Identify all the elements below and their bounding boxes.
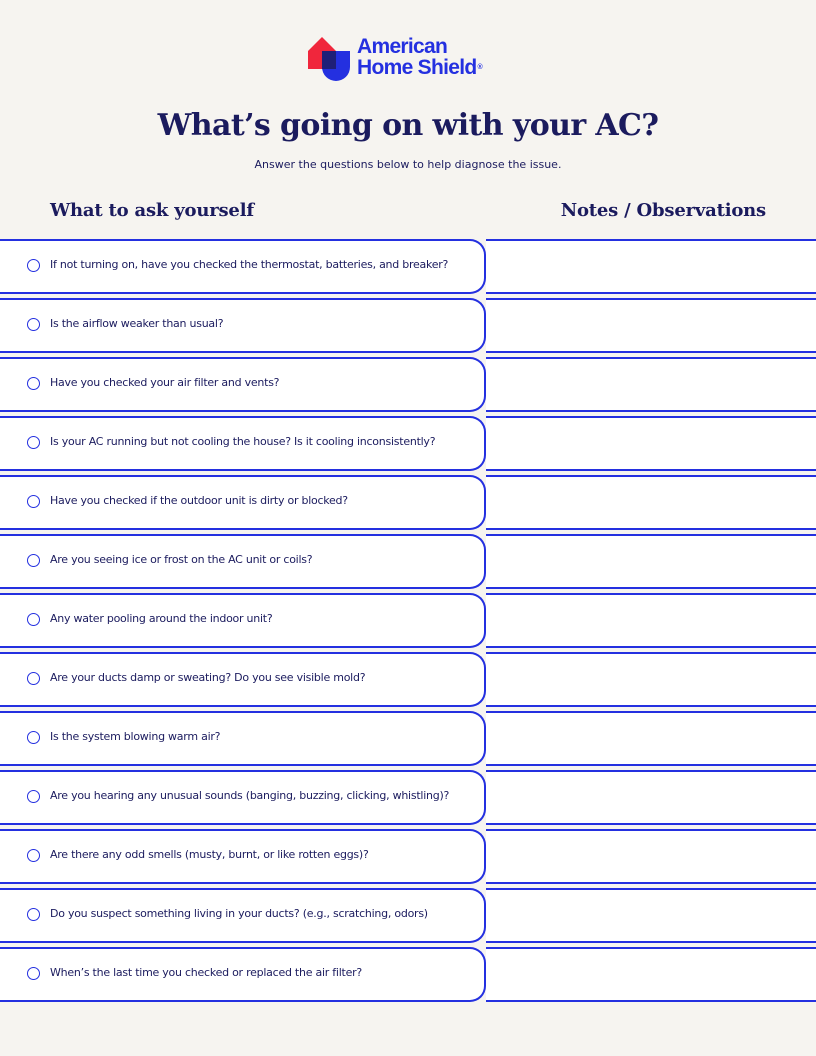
- question-text: Are your ducts damp or sweating? Do you see visible mold?: [50, 671, 366, 684]
- question-checkbox[interactable]: [27, 613, 40, 626]
- registered-mark: ®: [477, 64, 483, 71]
- question-text: If not turning on, have you checked the thermostat, batteries, and breaker?: [50, 258, 449, 271]
- question-text: Do you suspect something living in your ducts? (e.g., scratching, odors): [50, 907, 428, 920]
- house-logo-icon: [308, 35, 352, 81]
- question-text: Are you hearing any unusual sounds (banging, buzzing, clicking, whistling)?: [50, 789, 450, 802]
- question-row: [0, 414, 816, 473]
- question-text: Are you seeing ice or frost on the AC unit or coils?: [50, 553, 313, 566]
- page-subtitle: Answer the questions below to help diagnose the issue.: [254, 158, 562, 171]
- question-text: Any water pooling around the indoor unit?: [50, 612, 273, 625]
- question-checkbox[interactable]: [27, 849, 40, 862]
- notes-field[interactable]: [486, 711, 816, 766]
- question-row: [0, 473, 816, 532]
- question-checkbox[interactable]: [27, 908, 40, 921]
- notes-field[interactable]: [486, 829, 816, 884]
- notes-field[interactable]: [486, 298, 816, 353]
- question-checkbox[interactable]: [27, 377, 40, 390]
- question-row: [0, 650, 816, 709]
- brand-name-line1: American: [357, 35, 448, 58]
- question-text: Have you checked if the outdoor unit is dirty or blocked?: [50, 494, 348, 507]
- question-text: Is your AC running but not cooling the house? Is it cooling inconsistently?: [50, 435, 436, 448]
- question-row: [0, 355, 816, 414]
- notes-field[interactable]: [486, 534, 816, 589]
- notes-field[interactable]: [486, 888, 816, 943]
- question-row: [0, 591, 816, 650]
- question-checkbox[interactable]: [27, 672, 40, 685]
- column-header-questions: What to ask yourself: [50, 200, 254, 221]
- brand-name-line2: Home Shield: [357, 56, 477, 79]
- page-title: What’s going on with your AC?: [157, 108, 659, 143]
- question-checkbox[interactable]: [27, 967, 40, 980]
- question-text: When’s the last time you checked or replaced the air filter?: [50, 966, 362, 979]
- question-checkbox[interactable]: [27, 436, 40, 449]
- question-row: [0, 827, 816, 886]
- question-row: [0, 237, 816, 296]
- question-text: Is the airflow weaker than usual?: [50, 317, 224, 330]
- brand-logo: [308, 33, 518, 83]
- question-text: Is the system blowing warm air?: [50, 730, 221, 743]
- brand-wordmark: [357, 36, 483, 78]
- question-checkbox[interactable]: [27, 259, 40, 272]
- question-checkbox[interactable]: [27, 731, 40, 744]
- column-header-notes: Notes / Observations: [560, 200, 766, 221]
- question-row: [0, 709, 816, 768]
- notes-field[interactable]: [486, 652, 816, 707]
- notes-field[interactable]: [486, 239, 816, 294]
- question-row: [0, 296, 816, 355]
- question-text: Have you checked your air filter and vents?: [50, 376, 280, 389]
- question-checkbox[interactable]: [27, 495, 40, 508]
- notes-field[interactable]: [486, 357, 816, 412]
- question-checkbox[interactable]: [27, 554, 40, 567]
- question-row: [0, 945, 816, 1004]
- notes-field[interactable]: [486, 475, 816, 530]
- notes-field[interactable]: [486, 947, 816, 1002]
- notes-field[interactable]: [486, 770, 816, 825]
- question-row: [0, 886, 816, 945]
- question-text: Are there any odd smells (musty, burnt, or like rotten eggs)?: [50, 848, 369, 861]
- question-checkbox[interactable]: [27, 790, 40, 803]
- question-row: [0, 768, 816, 827]
- question-checklist: [0, 237, 816, 1004]
- notes-field[interactable]: [486, 416, 816, 471]
- question-row: [0, 532, 816, 591]
- question-checkbox[interactable]: [27, 318, 40, 331]
- notes-field[interactable]: [486, 593, 816, 648]
